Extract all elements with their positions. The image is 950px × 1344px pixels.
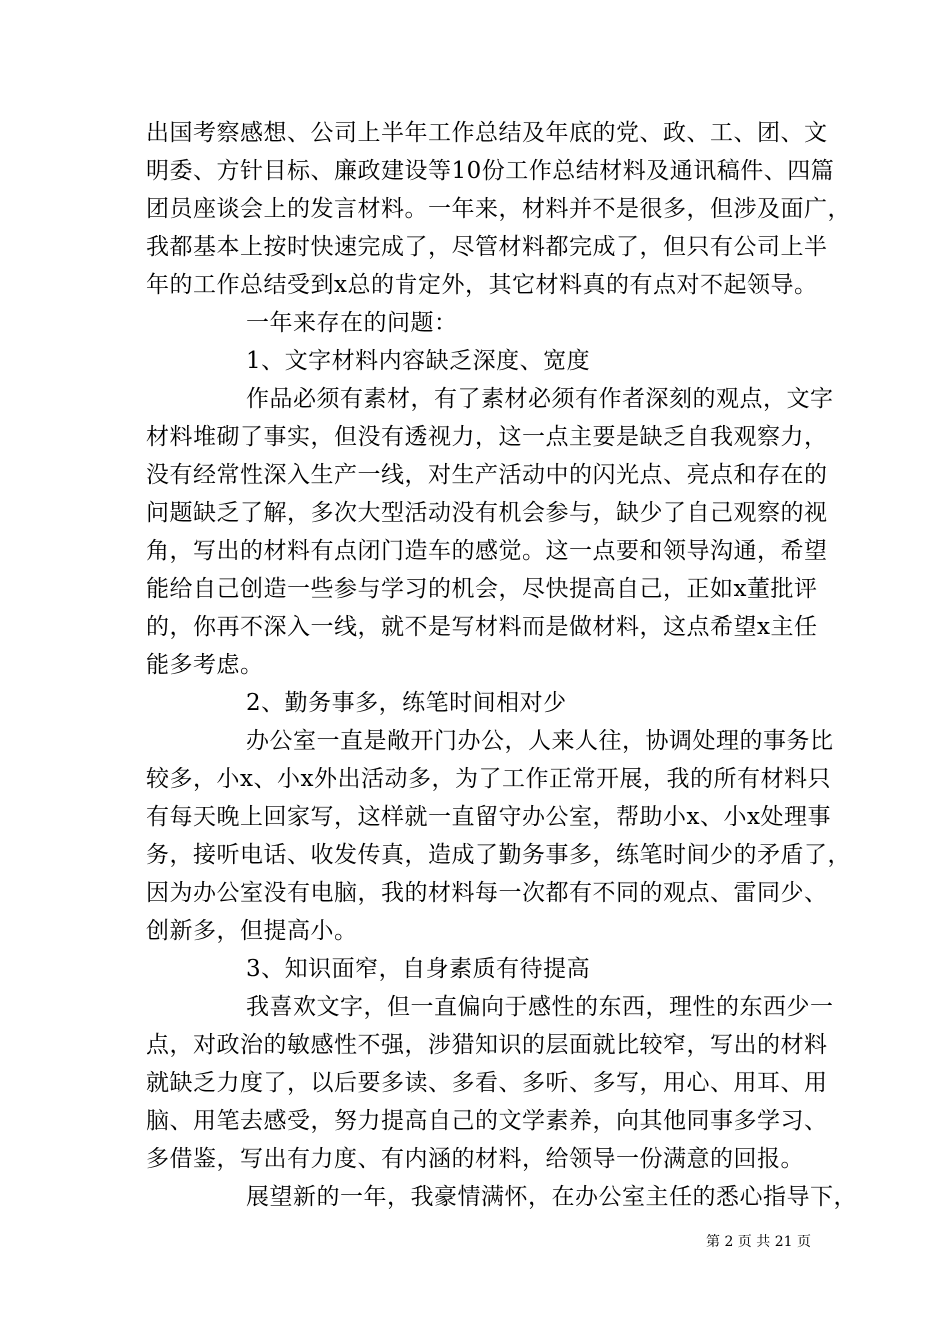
text-line: 问题缺乏了解，多次大型活动没有机会参与，缺少了自己观察的视	[146, 500, 828, 526]
text-line: 年的工作总结受到x总的肯定外，其它材料真的有点对不起领导。	[146, 272, 818, 298]
text-line: 3、知识面窄，自身素质有待提高	[246, 956, 591, 982]
text-line: 材料堆砌了事实，但没有透视力，这一点主要是缺乏自我观察力，	[146, 424, 828, 450]
text-line: 2、勤务事多，练笔时间相对少	[246, 690, 567, 716]
text-line: 出国考察感想、公司上半年工作总结及年底的党、政、工、团、文	[146, 120, 828, 146]
text-line: 明委、方针目标、廉政建设等10份工作总结材料及通讯稿件、四篇	[146, 158, 835, 184]
text-line: 有每天晚上回家写，这样就一直留守办公室，帮助小x、小x处理事	[146, 804, 831, 830]
page-number: 第 2 页 共 21 页	[706, 1234, 811, 1250]
body-text	[146, 114, 857, 1216]
text-line: 能给自己创造一些参与学习的机会，尽快提高自己，正如x董批评	[146, 576, 818, 602]
text-line: 团员座谈会上的发言材料。一年来，材料并不是很多，但涉及面广，	[146, 196, 851, 222]
text-line: 就缺乏力度了，以后要多读、多看、多听、多写，用心、用耳、用	[146, 1070, 828, 1096]
text-line: 因为办公室没有电脑，我的材料每一次都有不同的观点、雷同少、	[146, 880, 828, 906]
text-line: 我都基本上按时快速完成了，尽管材料都完成了，但只有公司上半	[146, 234, 828, 260]
text-line: 点，对政治的敏感性不强，涉猎知识的层面就比较窄，写出的材料	[146, 1032, 828, 1058]
text-line: 能多考虑。	[146, 652, 264, 678]
text-line: 我喜欢文字，但一直偏向于感性的东西，理性的东西少一	[246, 994, 834, 1020]
text-line: 没有经常性深入生产一线，对生产活动中的闪光点、亮点和存在的	[146, 462, 828, 488]
text-line: 一年来存在的问题：	[246, 310, 458, 336]
text-line: 多借鉴，写出有力度、有内涵的材料，给领导一份满意的回报。	[146, 1146, 804, 1172]
text-line: 务，接听电话、收发传真，造成了勤务事多，练笔时间少的矛盾了，	[146, 842, 851, 868]
text-line: 作品必须有素材，有了素材必须有作者深刻的观点，文字	[246, 386, 834, 412]
text-line: 角，写出的材料有点闭门造车的感觉。这一点要和领导沟通，希望	[146, 538, 828, 564]
text-line: 创新多，但提高小。	[146, 918, 358, 944]
text-line: 办公室一直是敞开门办公，人来人往，协调处理的事务比	[246, 728, 834, 754]
text-line: 脑、用笔去感受，努力提高自己的文学素养，向其他同事多学习、	[146, 1108, 828, 1134]
text-line: 1、文字材料内容缺乏深度、宽度	[246, 348, 591, 374]
text-line: 较多，小x、小x外出活动多，为了工作正常开展，我的所有材料只	[146, 766, 831, 792]
text-line: 的，你再不深入一线，就不是写材料而是做材料，这点希望x主任	[146, 614, 818, 640]
text-line: 展望新的一年，我豪情满怀，在办公室主任的悉心指导下，	[246, 1184, 857, 1210]
